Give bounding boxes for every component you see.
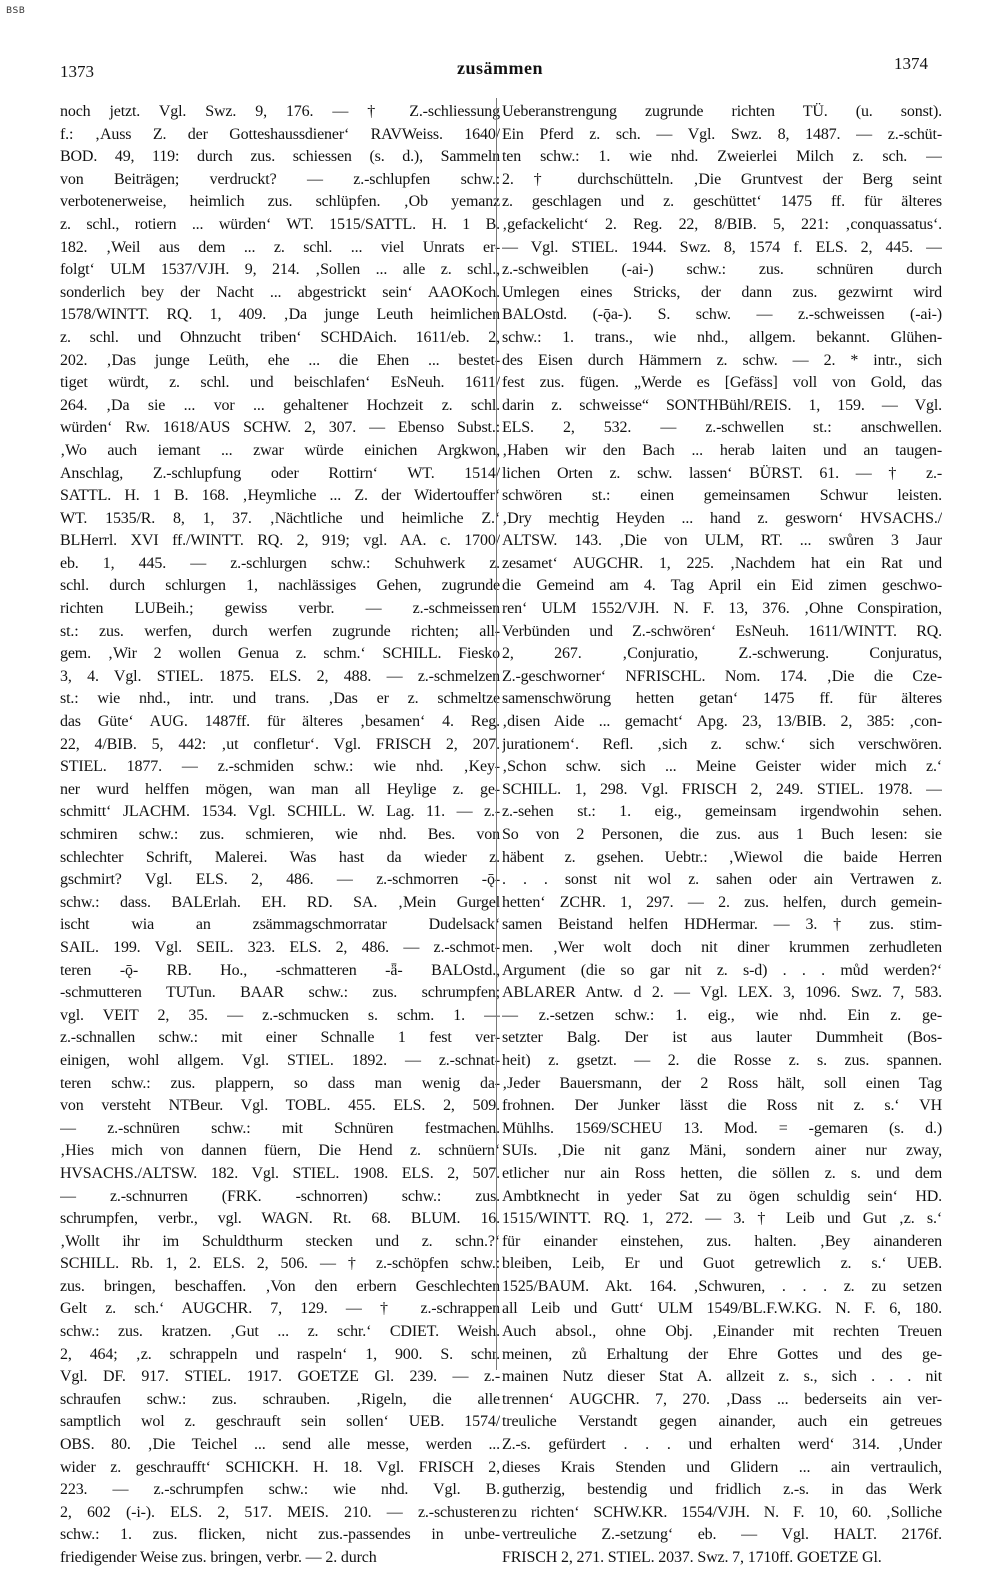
text-line: wider z. geschraufft‘ SCHICKH. H. 18. Vgl. FRISCH 2,	[60, 1458, 500, 1476]
text-line: schrumpfen, verbr., vgl. WAGN. Rt. 68. BLUM. 16.	[60, 1210, 500, 1228]
text-line: 264. ‚Da sie ... vor ... gehaltener Hochzeit z. schl.	[60, 396, 500, 414]
text-line: zesamet‘ AUGCHR. 1, 225. ‚Nachdem hat ein Rat und	[502, 554, 942, 572]
text-line: folgt‘ ULM 1537/VJH. 9, 214. ‚Sollen ... alle z. schl.,	[60, 261, 500, 279]
text-line: von versteht NTBeur. Vgl. TOBL. 455. ELS. 2, 509.	[60, 1097, 500, 1115]
text-line: 1578/WINTT. RQ. 1, 409. ‚Da junge Leuth heimlichen	[60, 306, 500, 324]
text-line: ‚gefackelicht‘ 2. Reg. 22, 8/BIB. 5, 221: ‚conquassatus‘.	[502, 215, 942, 233]
page-number-left: 1373	[60, 62, 94, 81]
text-line: für einander einstehen, zus. halten. ‚Bey ainanderen	[502, 1232, 942, 1250]
text-line: STIEL. 1877. — z.-schmiden schw.: wie nhd. ‚Key-	[60, 758, 500, 776]
text-line: So von 2 Personen, die zus. aus 1 Buch lesen: sie	[502, 826, 942, 843]
text-line: . . . sonst nit wol z. sahen oder ain Vertrawen z.	[502, 871, 942, 889]
text-line: teren schw.: zus. plappern, so dass man wenig da-	[60, 1074, 500, 1092]
text-line: schraufen schw.: zus. schrauben. ‚Rigeln, die alle	[60, 1390, 500, 1408]
text-line: schw.: 1. trans., wie nhd., allgem. bekannt. Glühen-	[502, 328, 942, 346]
text-line: SAIL. 199. Vgl. SEIL. 323. ELS. 2, 486. — z.-schmot-	[60, 938, 500, 956]
text-line: Argument (die so gar nit z. s-d) . . . můd werden?‘	[502, 961, 942, 979]
text-line: häbent z. gsehen. Uebtr.: ‚Wiewol die baide Herren	[502, 848, 942, 866]
text-line: 3, 4. Vgl. STIEL. 1875. ELS. 2, 488. — z.-schmelzen	[60, 667, 500, 685]
text-line: ‚Jeder Bauersmann, der 2 Ross hält, soll einen Tag	[502, 1074, 942, 1092]
text-line: Auch absol., ohne Obj. ‚Einander mit rechten Treuen	[502, 1323, 942, 1341]
text-line: hetten‘ ZCHR. 1, 297. — 2. zus. helfen, durch gemein-	[502, 893, 942, 911]
text-line: schl. durch schlurgen 1, nachlässiges Gehen, zugrunde	[60, 577, 500, 595]
text-line: z.-schweiblen (-ai-) schw.: zus. schnüren durch	[502, 261, 942, 279]
right-column	[502, 101, 942, 1570]
text-line: tiget würdt, z. schl. und beischlafen‘ EsNeuh. 1611/	[60, 374, 500, 392]
text-line: 2, 267. ‚Conjuratio, Z.-schwerung. Conjuratus,	[502, 645, 942, 663]
text-line: zus. bringen, beschaffen. ‚Von den erbern Geschlechten	[60, 1277, 500, 1295]
text-line: lichen Orten z. schw. lassen‘ BÜRST. 61. — † z.-	[502, 464, 942, 482]
text-line: schmitt‘ JLACHM. 1534. Vgl. SCHILL. W. Lag. 11. — z.-	[60, 803, 500, 821]
text-line: ‚Schon schw. sich ... Meine Geister wider mich z.‘	[502, 758, 942, 776]
text-line: st.: wie nhd., intr. und trans. ‚Das er z. schmeltze	[60, 690, 500, 708]
text-line: einigen, wohl allgem. Vgl. STIEL. 1892. — z.-schnat-	[60, 1051, 500, 1069]
library-stamp: BSB	[6, 6, 26, 16]
text-line: von Beiträgen; verdruckt? — z.-schlupfen schw.:	[60, 170, 500, 188]
text-line: ‚Wollt ihr im Schuldthurm stecken und z. schn.?‘	[60, 1232, 500, 1250]
text-line: — z.-schnüren schw.: mit Schnüren festmachen.	[60, 1119, 500, 1137]
text-line: Gelt z. sch.‘ AUGCHR. 7, 129. — † z.-schrappen	[60, 1300, 500, 1318]
text-line: 2, 464; ‚z. schrappeln und raspeln‘ 1, 900. S. schr.	[60, 1345, 500, 1363]
left-column	[60, 101, 500, 1570]
text-line: — z.-schnurren (FRK. -schnorren) schw.: zus.	[60, 1187, 500, 1205]
text-line: ABLARER Antw. d 2. — Vgl. LEX. 3, 1096. Swz. 7, 583.	[502, 984, 942, 1002]
text-line: die Gemeind am 4. Tag April ein Eid zimen geschwo-	[502, 577, 942, 595]
text-line: ‚Wo auch iemant ... zwar würde einichen Argkwon,	[60, 441, 500, 459]
text-line: schwören st.: einen gemeinsamen Schwur leisten.	[502, 487, 942, 505]
text-line: 1525/BAUM. Akt. 164. ‚Schwuren, . . . z. zu setzen	[502, 1277, 942, 1295]
text-line: teren -ǭ- RB. Ho., -schmatteren -ǟ- BALOstd.,	[60, 961, 500, 979]
text-line: meinen, zů Erhaltung der Ehre Gottes und des ge-	[502, 1345, 942, 1363]
text-line: SUIs. ‚Die nit ganz Mäni, sondern ainer nur zway,	[502, 1142, 942, 1160]
text-line: ten schw.: 1. wie nhd. Zweierlei Milch z. sch. —	[502, 148, 942, 166]
text-line: z. geschlagen und z. geschüttet‘ 1475 ff. für älteres	[502, 193, 942, 211]
text-line: ren‘ ULM 1552/VJH. N. F. 13, 376. ‚Ohne Conspiration,	[502, 600, 942, 618]
text-line: treuliche Verstandt gegen ainander, auch ein getreues	[502, 1413, 942, 1431]
text-line: Ein Pferd z. sch. — Vgl. Swz. 8, 1487. — z.-schüt-	[502, 125, 942, 143]
text-line: SCHILL. Rb. 1, 2. ELS. 2, 506. — † z.-schöpfen schw.:	[60, 1255, 500, 1273]
text-line: jurationem‘. Refl. ‚sich z. schw.‘ sich verschwören.	[502, 735, 942, 753]
text-line: Ueberanstrengung zugrunde richten TÜ. (u. sonst).	[502, 103, 942, 120]
text-line: des Eisen durch Hämmern z. schw. — 2. * intr., sich	[502, 351, 942, 369]
text-line: z. schl. und Ohnzucht triben‘ SCHDAich. 1611/eb. 2,	[60, 328, 500, 346]
text-line: ‚Dry mechtig Heyden ... hand z. gesworn‘ HVSACHS./	[502, 509, 942, 527]
text-line: ‚disen Aide ... gemacht‘ Apg. 23, 13/BIB. 2, 385: ‚con-	[502, 713, 942, 731]
text-line: 1515/WINTT. RQ. 1, 272. — 3. † Leib und Gut ‚z. s.‘	[502, 1210, 942, 1228]
text-line: vertreuliche Z.-setzung‘ eb. — Vgl. HALT. 2176f.	[502, 1526, 942, 1544]
running-head: zusämmen	[457, 58, 543, 78]
text-line: z. schl., rotiern ... würden‘ WT. 1515/SATTL. H. 1 B.	[60, 215, 500, 233]
text-line: ‚Haben wir den Bach ... herab laiten und an taugen-	[502, 441, 942, 459]
text-line: — Vgl. STIEL. 1944. Swz. 8, 1574 f. ELS. 2, 445. —	[502, 238, 942, 256]
text-line: Anschlag, Z.-schlupfung oder Rottirn‘ WT. 1514/	[60, 464, 500, 482]
text-line: men. ‚Wer wolt doch nit diner krummen zerhudleten	[502, 938, 942, 956]
text-line: f.: ‚Auss Z. der Gotteshaussdiener‘ RAVWeiss. 1640/	[60, 125, 500, 143]
text-line: richten LUBeih.; gewiss verbr. — z.-schmeissen	[60, 600, 500, 618]
text-line: Vgl. DF. 917. STIEL. 1917. GOETZE Gl. 239. — z.-	[60, 1368, 500, 1386]
text-line: 2, 602 (-i-). ELS. 2, 517. MEIS. 210. — z.-schusteren	[60, 1503, 500, 1521]
text-line: — z.-setzen schw.: 1. eig., wie nhd. Ein z. ge-	[502, 1006, 942, 1024]
text-line: Umlegen eines Stricks, der dann zus. gezwirnt wird	[502, 283, 942, 301]
text-line: HVSACHS./ALTSW. 182. Vgl. STIEL. 1908. ELS. 2, 507.	[60, 1164, 500, 1182]
text-line: schmiren schw.: zus. schmieren, wie nhd. Bes. von	[60, 826, 500, 843]
text-line: schw.: dass. BALErlah. EH. RD. SA. ‚Mein Gurgel	[60, 893, 500, 911]
text-line: gutherzig, bestendig und fridlich z.-s. in das Werk	[502, 1481, 942, 1499]
text-line: frohnen. Der Junker lässt die Ross nit z. s.‘ VH	[502, 1097, 942, 1115]
text-line: setzter Balg. Der ist aus lauter Dummheit (Bos-	[502, 1029, 942, 1047]
text-line: schw.: 1. zus. flicken, nicht zus.-passendes in unbe-	[60, 1526, 500, 1544]
text-line: schw.: zus. kratzen. ‚Gut ... z. schr.‘ CDIET. Weish.	[60, 1323, 500, 1341]
text-line: 223. — z.-schrumpfen schw.: wie nhd. Vgl. B.	[60, 1481, 500, 1499]
text-line: darin z. schweisse“ SONTHBühl/REIS. 1, 159. — Vgl.	[502, 396, 942, 414]
text-line: dieses Krais Stenden und Glidern ... ain vertraulich,	[502, 1458, 942, 1476]
text-line: 2. † durchschütteln. ‚Die Gruntvest der Berg seint	[502, 170, 942, 188]
text-line: SATTL. H. 1 B. 168. ‚Heymliche ... Z. der Widertouffer‘	[60, 487, 500, 505]
text-line: schlechter Schrift, Malerei. Was hast da wieder z.	[60, 848, 500, 866]
text-line: ‚Hies mich von dannen füern, Die Hend z. schnüern‘	[60, 1142, 500, 1160]
text-line: 182. ‚Weil aus dem ... z. schl. ... viel Unrats er-	[60, 238, 500, 256]
text-line: friedigender Weise zus. bringen, verbr. — 2. durch	[60, 1549, 377, 1566]
text-line: samen Beistand helfen HDHermar. — 3. † zus. stim-	[502, 916, 942, 934]
text-line: FRISCH 2, 271. STIEL. 2037. Swz. 7, 1710ff. GOETZE Gl.	[502, 1549, 882, 1566]
text-line: würden‘ Rw. 1618/AUS SCHW. 2, 307. — Ebenso Subst.:	[60, 419, 500, 437]
text-line: Mühlhs. 1569/SCHEU 13. Mod. = -gemaren (s. d.)	[502, 1119, 942, 1137]
text-line: das Güte‘ AUG. 1487ff. für älteres ‚besamen‘ 4. Reg.	[60, 713, 500, 731]
text-line: Z.-geschworner‘ NFRISCHL. Nom. 174. ‚Die die Cze-	[502, 667, 942, 685]
text-line: Verbünden und Z.-schwören‘ EsNeuh. 1611/WINTT. RQ.	[502, 622, 942, 640]
text-line: 22, 4/BIB. 5, 442: ‚ut confletur‘. Vgl. FRISCH 2, 207.	[60, 735, 500, 753]
text-line: sonderlich bey der Nacht ... abgestrickt sein‘ AAOKoch.	[60, 283, 500, 301]
text-line: mainen Nutz dieser Stat A. allzeit z. s., sich . . . nit	[502, 1368, 942, 1386]
text-line: all Leib und Gutt‘ ULM 1549/BL.F.W.KG. N. F. 6, 180.	[502, 1300, 942, 1318]
text-line: zu richten‘ SCHW.KR. 1554/VJH. N. F. 10, 60. ‚Solliche	[502, 1503, 942, 1521]
text-line: fest zus. fügen. „Werde es [Gefäss] voll von Gold, das	[502, 374, 942, 392]
text-line: 202. ‚Das junge Leüth, ehe ... die Ehen ... bestet-	[60, 351, 500, 369]
text-line: WT. 1535/R. 8, 1, 37. ‚Nächtliche und heimliche Z.‘	[60, 509, 500, 527]
text-line: gschmirt? Vgl. ELS. 2, 486. — z.-schmorren -ǭ-	[60, 871, 500, 889]
text-line: st.: zus. werfen, durch werfen zugrunde richten; all-	[60, 622, 500, 640]
text-line: trennen‘ AUGCHR. 7, 270. ‚Dass ... bederseits ain ver-	[502, 1390, 942, 1408]
text-line: ischt wia an zsämmagschmorratar Dudelsack‘	[60, 916, 500, 934]
text-line: noch jetzt. Vgl. Swz. 9, 176. — † Z.-schliessung	[60, 103, 500, 120]
column-divider	[496, 98, 497, 1370]
text-line: Z.-s. gefürdert . . . und erhalten werd‘ 314. ‚Under	[502, 1436, 942, 1454]
text-line: SCHILL. 1, 298. Vgl. FRISCH 2, 249. STIEL. 1978. —	[502, 780, 942, 798]
text-line: samenschwörung hetten getan‘ 1475 ff. für älteres	[502, 690, 942, 708]
text-line: BLHerrl. XVI ff./WINTT. RQ. 2, 919; vgl. AA. c. 1700/	[60, 532, 500, 550]
page-number-right: 1374	[894, 54, 928, 73]
text-line: eb. 1, 445. — z.-schlurgen schw.: Schuhwerk z.	[60, 554, 500, 572]
text-line: vgl. VEIT 2, 35. — z.-schmucken s. schm. 1. —	[60, 1006, 500, 1024]
text-line: OBS. 80. ‚Die Teichel ... send alle messe, werden ...	[60, 1436, 500, 1454]
text-line: gem. ‚Wir 2 wollen Genua z. schm.‘ SCHILL. Fiesko	[60, 645, 500, 663]
text-line: ALTSW. 143. ‚Die von ULM, RT. ... swůren 3 Jaur	[502, 532, 942, 550]
text-line: ner wurd helffen mögen, wan man all Heylige z. ge-	[60, 780, 500, 798]
text-line: -schmutteren TUTun. BAAR schw.: zus. schrumpfen;	[60, 984, 500, 1002]
text-line: etlicher nur ain Ross hetten, die söllen z. s. und dem	[502, 1164, 942, 1182]
text-line: bleiben, Leib, Er und Guot getrewlich z. s.‘ UEB.	[502, 1255, 942, 1273]
text-line: verbotenerweise, heimlich zus. schlüpfen. ‚Ob yemanz	[60, 193, 500, 211]
text-line: z.-sehen st.: 1. eig., gemeinsam irgendwohin sehen.	[502, 803, 942, 821]
text-line: ELS. 2, 532. — z.-schwellen st.: anschwellen.	[502, 419, 942, 437]
text-line: BALOstd. (-ǭa-). S. schw. — z.-schweissen (-ai-)	[502, 306, 942, 324]
text-line: heit) z. gsetzt. — 2. die Rosse z. s. zus. spannen.	[502, 1051, 942, 1069]
text-line: Ambtknecht in yeder Sat zu ögen schuldig sein‘ HD.	[502, 1187, 942, 1205]
text-line: BOD. 49, 119: durch zus. schiessen (s. d.), Sammeln	[60, 148, 500, 166]
text-line: samptlich wol z. geschrauft sein sollen‘ UEB. 1574/	[60, 1413, 500, 1431]
text-line: z.-schnallen schw.: mit einer Schnalle 1 fest ver-	[60, 1029, 500, 1047]
